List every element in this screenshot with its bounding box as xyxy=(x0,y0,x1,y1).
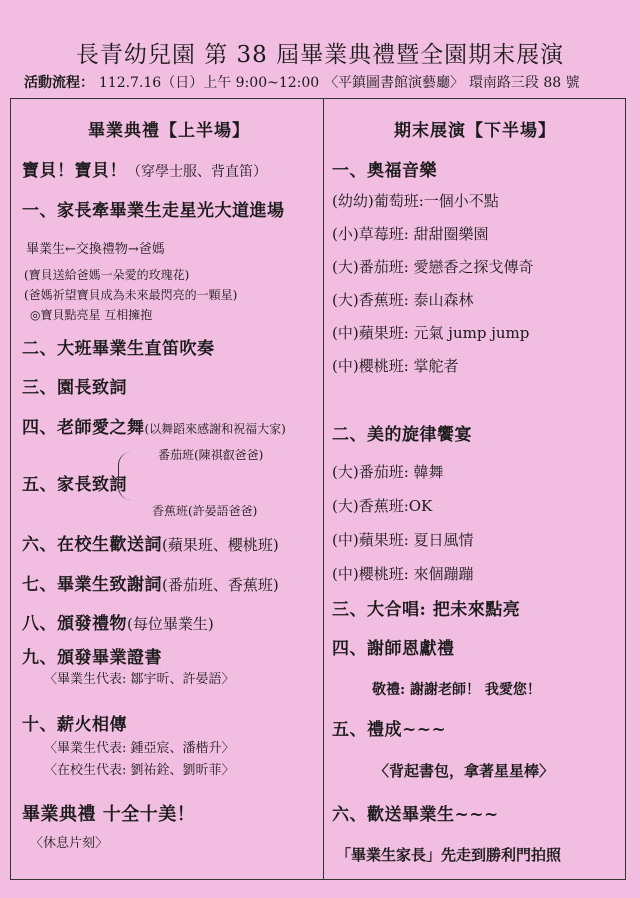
exchange-note-2: (爸媽祈望寶貝成為未來最閃亮的一顆星) xyxy=(24,288,238,302)
brace-mark xyxy=(118,452,131,500)
s1-item-3: (大)番茄班: 愛戀香之探戈傳奇 xyxy=(332,258,534,276)
item-1: 一、家長牽畢業生走星光大道進場 xyxy=(22,201,285,221)
item-7: 七、畢業生致謝詞 xyxy=(22,575,162,595)
item-6: 六、在校生歡送詞 xyxy=(22,535,162,555)
info-address: 環南路三段 88 號 xyxy=(468,75,580,91)
item-8: 八、頒發禮物 xyxy=(22,614,127,634)
item-10-rep-1: 〈畢業生代表: 鍾亞宸、潘楷升〉 xyxy=(44,741,235,756)
item-6-line xyxy=(22,530,279,555)
item-5: 五、家長致詞 xyxy=(22,475,127,495)
s2-item-2: (大)香蕉班:OK xyxy=(332,497,433,515)
s1-item-5: (中)蘋果班: 元氣 jump jump xyxy=(332,324,530,342)
event-info xyxy=(24,72,624,92)
right-heading: 期末展演【下半場】 xyxy=(394,121,556,141)
s1-item-4: (大)香蕉班: 泰山森林 xyxy=(332,291,474,309)
item-9: 九、頒發畢業證書 xyxy=(22,648,162,668)
s1-item-1: (幼幼)葡萄班:一個小不點 xyxy=(332,192,499,210)
s6-note: 「畢業生家長」先走到勝利門拍照 xyxy=(336,846,562,864)
item-3: 三、園長致詞 xyxy=(22,378,127,398)
s1-item-2: (小)草莓班: 甜甜圈樂園 xyxy=(332,225,489,243)
baby-title: 寶貝！寶貝！ xyxy=(22,161,127,181)
info-label: 活動流程： xyxy=(24,75,94,91)
s2-item-3: (中)蘋果班: 夏日風情 xyxy=(332,531,474,549)
exchange-note-1: (寶貝送給爸媽一朵愛的玫瑰花) xyxy=(24,268,190,282)
s2-item-1: (大)番茄班: 韓舞 xyxy=(332,463,444,481)
baby-note: （穿學士服、背直笛） xyxy=(127,164,267,180)
section-1: 一、奧福音樂 xyxy=(332,161,437,181)
item-10-rep-2: 〈在校生代表: 劉祐銓、劉昕菲〉 xyxy=(44,763,235,778)
item-6-note: (蘋果班、櫻桃班) xyxy=(162,536,279,554)
s5-note: 〈背起書包，拿著星星棒〉 xyxy=(374,762,555,780)
column-divider xyxy=(323,99,324,879)
s1-item-6: (中)櫻桃班: 掌舵者 xyxy=(332,357,459,375)
section-2: 二、美的旋律饗宴 xyxy=(332,425,472,445)
s4-note: 敬禮: 謝謝老師！ 我愛您！ xyxy=(372,682,541,698)
item-8-note: (每位畢業生) xyxy=(127,615,214,633)
closing-line: 畢業典禮 十全十美！ xyxy=(22,804,196,825)
s2-item-4: (中)櫻桃班: 來個蹦蹦 xyxy=(332,565,474,583)
exchange-note-3: ◎寶貝點亮星 互相擁抱 xyxy=(30,308,153,322)
item-4-line xyxy=(22,413,286,438)
rest-note: 〈休息片刻〉 xyxy=(30,836,109,851)
section-3: 三、大合唱: 把未來點亮 xyxy=(332,600,521,620)
exchange-line: 畢業生←交換禮物→爸媽 xyxy=(26,242,165,257)
page-title: 長青幼兒園 第 38 屆畢業典禮暨全園期末展演 xyxy=(75,42,565,68)
item-5-bottom: 香蕉班(許晏語爸爸) xyxy=(152,504,258,518)
left-heading: 畢業典禮【上半場】 xyxy=(88,121,250,141)
item-10: 十、薪火相傳 xyxy=(22,715,127,735)
item-7-line xyxy=(22,570,279,595)
section-6: 六、歡送畢業生~~~ xyxy=(332,805,499,825)
section-4: 四、謝師恩獻禮 xyxy=(332,639,455,659)
item-8-line xyxy=(22,609,214,634)
baby-line xyxy=(22,156,267,181)
item-4-note: (以舞蹈來感謝和祝福大家) xyxy=(144,422,286,436)
section-5: 五、禮成~~~ xyxy=(332,720,447,740)
item-2: 二、大班畢業生直笛吹奏 xyxy=(22,339,215,359)
item-5-top: 番茄班(陳祺叡爸爸) xyxy=(158,448,264,462)
info-venue: 〈平鎮圖書館演藝廳〉 xyxy=(324,75,465,91)
item-7-note: (番茄班、香蕉班) xyxy=(162,576,279,594)
item-4: 四、老師愛之舞 xyxy=(22,418,145,438)
item-9-rep: 〈畢業生代表: 鄒宇昕、許晏語〉 xyxy=(44,672,235,687)
info-date: 112.7.16（日）上午 9:00~12:00 xyxy=(98,75,320,91)
